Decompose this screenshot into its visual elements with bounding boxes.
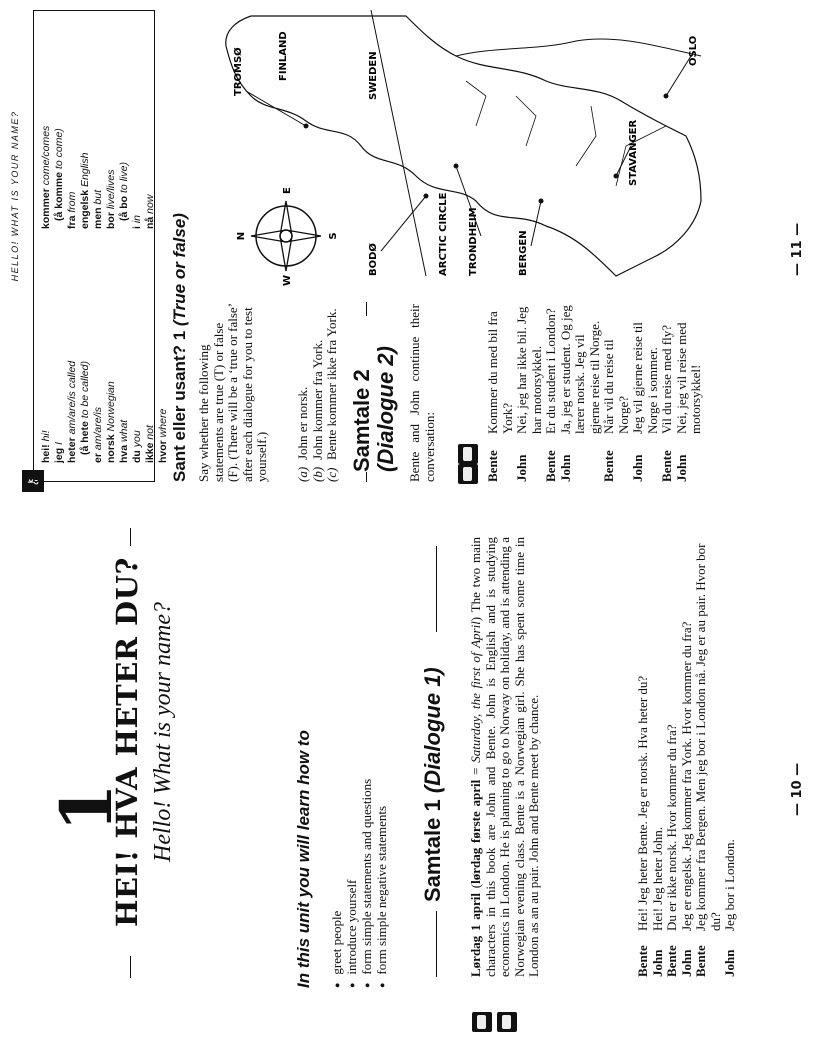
compass-south-label: S (328, 232, 339, 240)
compass-north-label: N (236, 231, 247, 241)
speaker: Bente (635, 945, 650, 977)
intro-text: The two main characters in this book are John and Bente. John is English and is studying economics in London. He is planning to go to Norway on holiday, and is attending a Norwegian evening class. Bente is a Norwegian girl. She has spent some time in London as an au pair. John and Bente meet by chance. (468, 537, 541, 977)
dialogue-line (660, 302, 675, 482)
vocabulary-box (33, 10, 169, 482)
dialogue-line (694, 527, 723, 977)
utterance: Kommer du med bil fra York? (485, 311, 515, 434)
learn-heading: In this unit you will learn how to (294, 730, 313, 988)
utterance: Når vil du reise til Norge? (601, 339, 631, 434)
true-false-item: (a)John er norsk. (295, 386, 310, 482)
intro-date: Lørdag 1 april (468, 893, 483, 977)
chapter-subtitle: Hello! What is your name? (150, 602, 176, 862)
vocab-entry: (å komme to come) (53, 128, 65, 221)
dialogue-line (651, 527, 666, 977)
true-false-list (296, 308, 340, 482)
border-line (456, 39, 701, 56)
utterance: Er du student i London? (543, 308, 558, 434)
vocab-entry: engelsk English (79, 152, 91, 229)
title-rule-left (130, 956, 131, 978)
true-false-title: Sant eller usant? 1 (170, 330, 189, 482)
vocab-entry: du you (131, 430, 143, 463)
speaker: Bente (543, 450, 558, 482)
dialogue-line (723, 527, 738, 977)
utterance: Jeg bor i London. (722, 839, 737, 931)
dialogue-2-subtitle: (Dialogue 2) (373, 346, 398, 472)
utterance: Nei, jeg har ikke bil. Jeg har motorsykkel. (514, 306, 544, 434)
place-bodo: BODØ (368, 243, 379, 276)
place-arctic-circle: ARCTIC CIRCLE (438, 192, 449, 276)
page-number: — 11 — (790, 222, 805, 276)
speaker: Bente (664, 945, 679, 977)
vocab-entry: nå now (144, 194, 156, 229)
vocab-column-right (40, 9, 157, 229)
vocab-entry: ikke not (144, 425, 156, 463)
dialogue-1-title: Samtale 1 (420, 799, 445, 902)
cassette-icon (497, 1012, 517, 1032)
intro-date-english: Saturday, the first of April (468, 621, 483, 763)
vocab-entry: (å bo to live) (118, 162, 130, 221)
dialogue-2-rule-right (366, 302, 367, 316)
place-oslo: OSLO (688, 35, 699, 66)
cassette-icon (458, 464, 478, 484)
utterance: Vil du reise med fly? (659, 325, 674, 434)
speaker: John (557, 454, 573, 482)
key-icon: ⚷ (22, 470, 44, 492)
speaker: John (630, 454, 645, 482)
vocab-entry: hva what (118, 419, 130, 463)
norway-map-svg (196, 10, 708, 296)
norway-map (196, 10, 708, 296)
learn-item: ● form simple negative statements (375, 779, 390, 988)
true-false-item: (c)Bente kommer ikke fra York. (324, 308, 339, 482)
compass-east-label: E (282, 187, 293, 194)
dialogue-line (515, 302, 544, 482)
true-false-heading (170, 213, 190, 482)
place-sweden: SWEDEN (368, 51, 379, 100)
learn-item: ● introduce yourself (345, 779, 360, 988)
left-page (0, 526, 822, 1052)
dialogue-1-intro: Lørdag 1 april (lørdag første april = Saturday, the first of April) The two main characters in this book are John and Bente. John is English and is studying economics in London. He is planning to go to Norway on holiday, and is attending a Norwegian evening class. Bente is a Norwegian girl. She has spent some time in London as an au pair. John and Bente meet by chance. (468, 537, 541, 977)
utterance: Hei! Jeg heter Bente. Jeg er norsk. Hva heter du? (635, 675, 650, 931)
speaker: Bente (693, 945, 708, 977)
true-false-subtitle: (True or false) (170, 213, 189, 327)
intro-date-norwegian: lørdag første april (468, 779, 483, 884)
dialogue-line (559, 302, 603, 482)
speaker: Bente (659, 450, 674, 482)
dialogue-2-intro: Bente and John continue their conversation: (407, 304, 437, 482)
utterance: Du er ikke norsk. Hvor kommer du fra? (664, 724, 679, 931)
place-tromso: TROMSØ (233, 47, 244, 96)
utterance: Ja, jeg er student. Og jeg lærer norsk. Jeg vil gjerne reise til Norge. (557, 305, 602, 434)
vocab-entry: i in (131, 214, 143, 229)
utterance: Jeg kommer fra Bergen. Men jeg bor i London nå. Jeg er au pair. Hvor bor du? (693, 543, 723, 931)
dialogue-2-title: Samtale 2 (349, 369, 374, 472)
vocab-entry: kommer come/comes (40, 125, 52, 229)
speaker: Bente (601, 450, 616, 482)
utterance: Nei, jeg vil reise med motorsykkel! (673, 322, 703, 434)
speaker: John (649, 949, 665, 977)
dialogue-line (486, 302, 515, 482)
speaker: John (514, 454, 529, 482)
place-trondheim: TRONDHEIM (468, 207, 479, 276)
dialogue-rule-right (436, 546, 437, 632)
dialogue-2-rule-left (366, 472, 367, 482)
learn-item: ● form simple statements and questions (360, 779, 375, 988)
utterance: Jeg er engelsk. Jeg kommer fra York. Hvor kommer du fra? (678, 621, 694, 931)
vocab-entry: fra from (66, 191, 78, 229)
dialogue-rule-left (436, 911, 437, 977)
dialogue-line (544, 302, 559, 482)
utterance: Jeg vil gjerne reise til Norge i sommer. (630, 322, 660, 434)
arctic-circle (371, 10, 426, 276)
title-rule-right (130, 528, 131, 546)
chapter-title: HEI! HVA HETER DU? (110, 557, 144, 927)
vocab-entry: norsk Norwegian (105, 381, 117, 463)
dialogue-1-lines (636, 527, 738, 977)
running-header: HELLO! WHAT IS YOUR NAME? (10, 110, 20, 282)
vocab-entry: bor live/lives (105, 169, 117, 229)
compass-rose (251, 201, 321, 271)
dialogue-2-lines (486, 302, 704, 482)
dialogue-line (636, 527, 651, 977)
speaker: John (678, 949, 694, 977)
cassette-icon (458, 444, 478, 464)
page-number: — 10 — (790, 762, 805, 816)
dialogue-line (602, 302, 631, 482)
place-bergen: BERGEN (518, 230, 529, 276)
vocab-entry: hvor where (157, 408, 169, 463)
vocab-entry: er am/are/is (92, 406, 104, 463)
compass-west-label: W (282, 274, 293, 286)
learn-list (330, 779, 390, 988)
speaker: Bente (485, 450, 500, 482)
vocab-entry: (å hete to be called) (79, 361, 91, 455)
vocab-entry: men but (92, 189, 104, 229)
true-false-item: (b)John kommer fra York. (309, 339, 325, 482)
dialogue-2-heading (350, 346, 398, 472)
learn-item: ● greet people (330, 779, 345, 988)
vocab-column-left (40, 243, 157, 463)
place-finland: FINLAND (278, 31, 289, 81)
speaker: John (722, 949, 737, 977)
dialogue-1-subtitle: (Dialogue 1) (420, 667, 445, 794)
vocab-entry: hei! hi! (40, 430, 52, 463)
dialogue-1-heading (420, 667, 446, 902)
dialogue-line (680, 527, 695, 977)
speaker: John (673, 454, 689, 482)
dialogue-line (665, 527, 680, 977)
vocab-entry: heter am/are/is called (66, 360, 78, 463)
vocab-entry: jeg I (53, 441, 65, 463)
chapter-number: 1 (45, 783, 128, 832)
true-false-instructions: Say whether the following statements are true (T) or false (F). (There will be a ‘true or false’ after each dialogue for you to test yourself.) (196, 303, 269, 482)
cassette-icon (472, 1012, 492, 1032)
dialogue-line (675, 302, 704, 482)
utterance: Hei! Jeg heter John. (649, 827, 665, 931)
dialogue-line (631, 302, 660, 482)
place-stavanger: STAVANGER (628, 119, 639, 186)
